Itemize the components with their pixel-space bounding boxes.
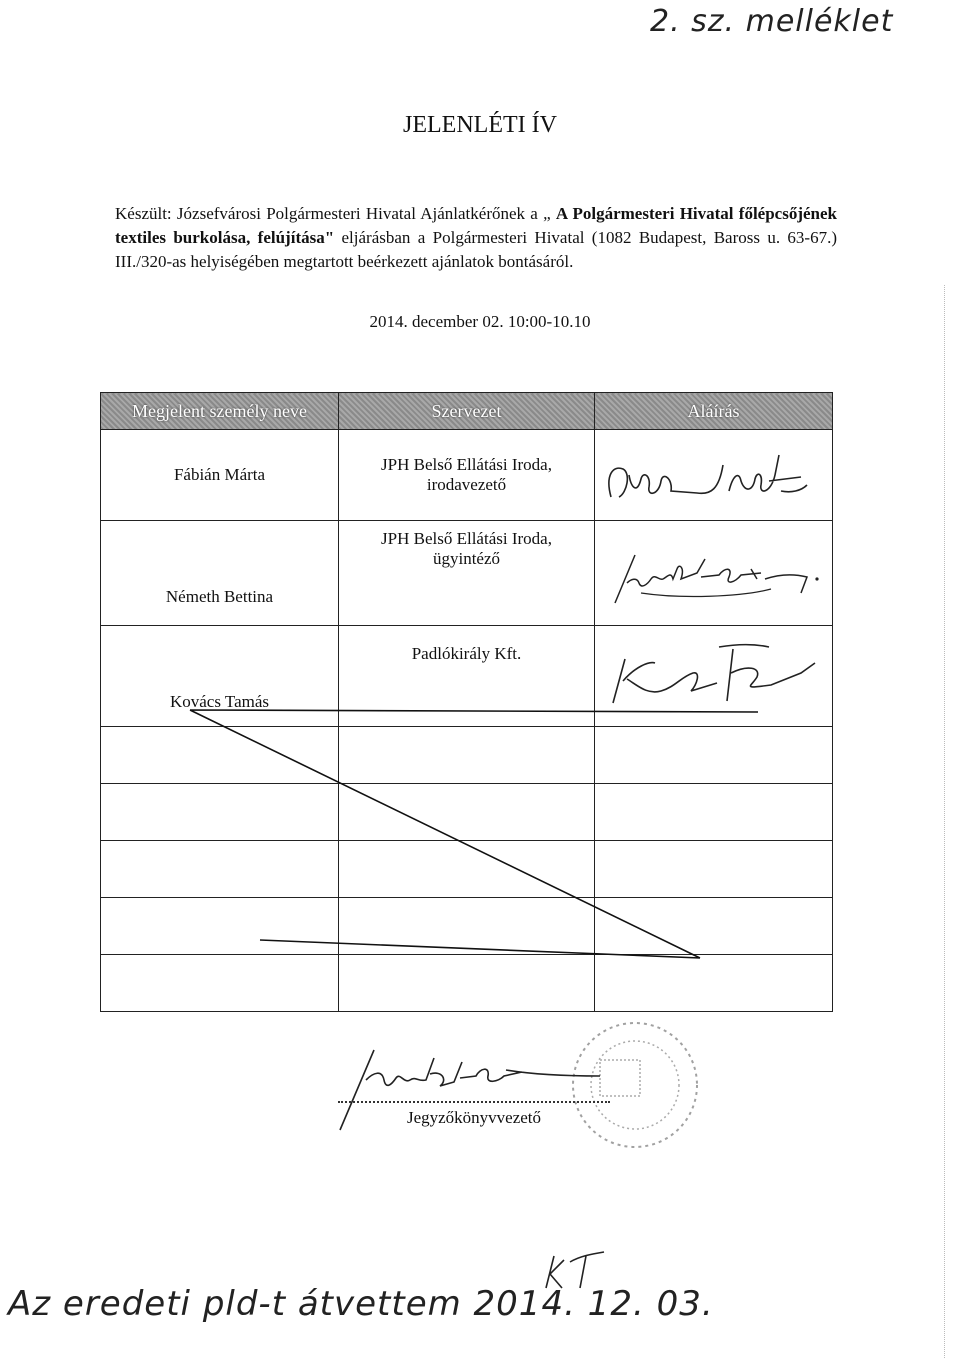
org-line: JPH Belső Ellátási Iroda, — [381, 529, 552, 548]
table-row — [101, 430, 833, 521]
scan-edge-line — [944, 285, 945, 1358]
header-signature: Aláírás — [595, 393, 833, 430]
document-title: JELENLÉTI ÍV — [403, 112, 557, 138]
org-role: irodavezető — [426, 475, 507, 494]
signature-cell — [595, 430, 833, 521]
z-crossout-mark — [100, 700, 832, 970]
org-line: Padlókirály Kft. — [411, 644, 522, 663]
intro-suffix: eljárásban a Polgármesteri Hivatal (1082 Budapest, Baross u. 63-67.) III./320-as helyiségében megtartott beérkezett ajánlatok bontásáról. — [115, 228, 837, 271]
initials-text: KT — [540, 1248, 542, 1249]
attendee-organization — [339, 430, 595, 521]
handwritten-signature — [601, 435, 827, 515]
header-organization: Szervezet — [339, 393, 595, 430]
session-date-time: 2014. december 02. 10:00-10.10 — [369, 312, 591, 331]
signature-line — [338, 1101, 610, 1103]
org-line: JPH Belső Ellátási Iroda, — [381, 455, 552, 474]
recorder-label: Jegyzőkönyvvezető — [406, 1108, 542, 1127]
attendee-name-text: Németh Bettina — [165, 587, 274, 606]
intro-prefix: Készült: Józsefvárosi Polgármesteri Hivatal Ajánlatkérőnek a „ — [115, 204, 556, 223]
intro-procedure-name: A Polgármesteri Hivatal főlépcsőjének textiles burkolása, felújítása" — [115, 204, 837, 247]
handwritten-receipt-note: Az eredeti pld-t átvettem 2014. 12. 03. — [8, 1284, 714, 1324]
attendee-name-text: Kovács Tamás — [169, 692, 270, 711]
attendee-name — [101, 430, 339, 521]
attendee-name — [101, 521, 339, 626]
table-row — [101, 521, 833, 626]
org-role: ügyintéző — [432, 549, 501, 568]
handwritten-annex-note: 2. sz. melléklet — [650, 4, 894, 39]
signature-cell — [595, 521, 833, 626]
handwritten-signature — [601, 533, 827, 613]
table-header-row — [101, 393, 833, 430]
attendee-name-text: Fábián Márta — [173, 465, 266, 484]
intro-paragraph — [115, 202, 837, 274]
attendee-organization — [339, 521, 595, 626]
header-attendee-name: Megjelent személy neve — [101, 393, 339, 430]
